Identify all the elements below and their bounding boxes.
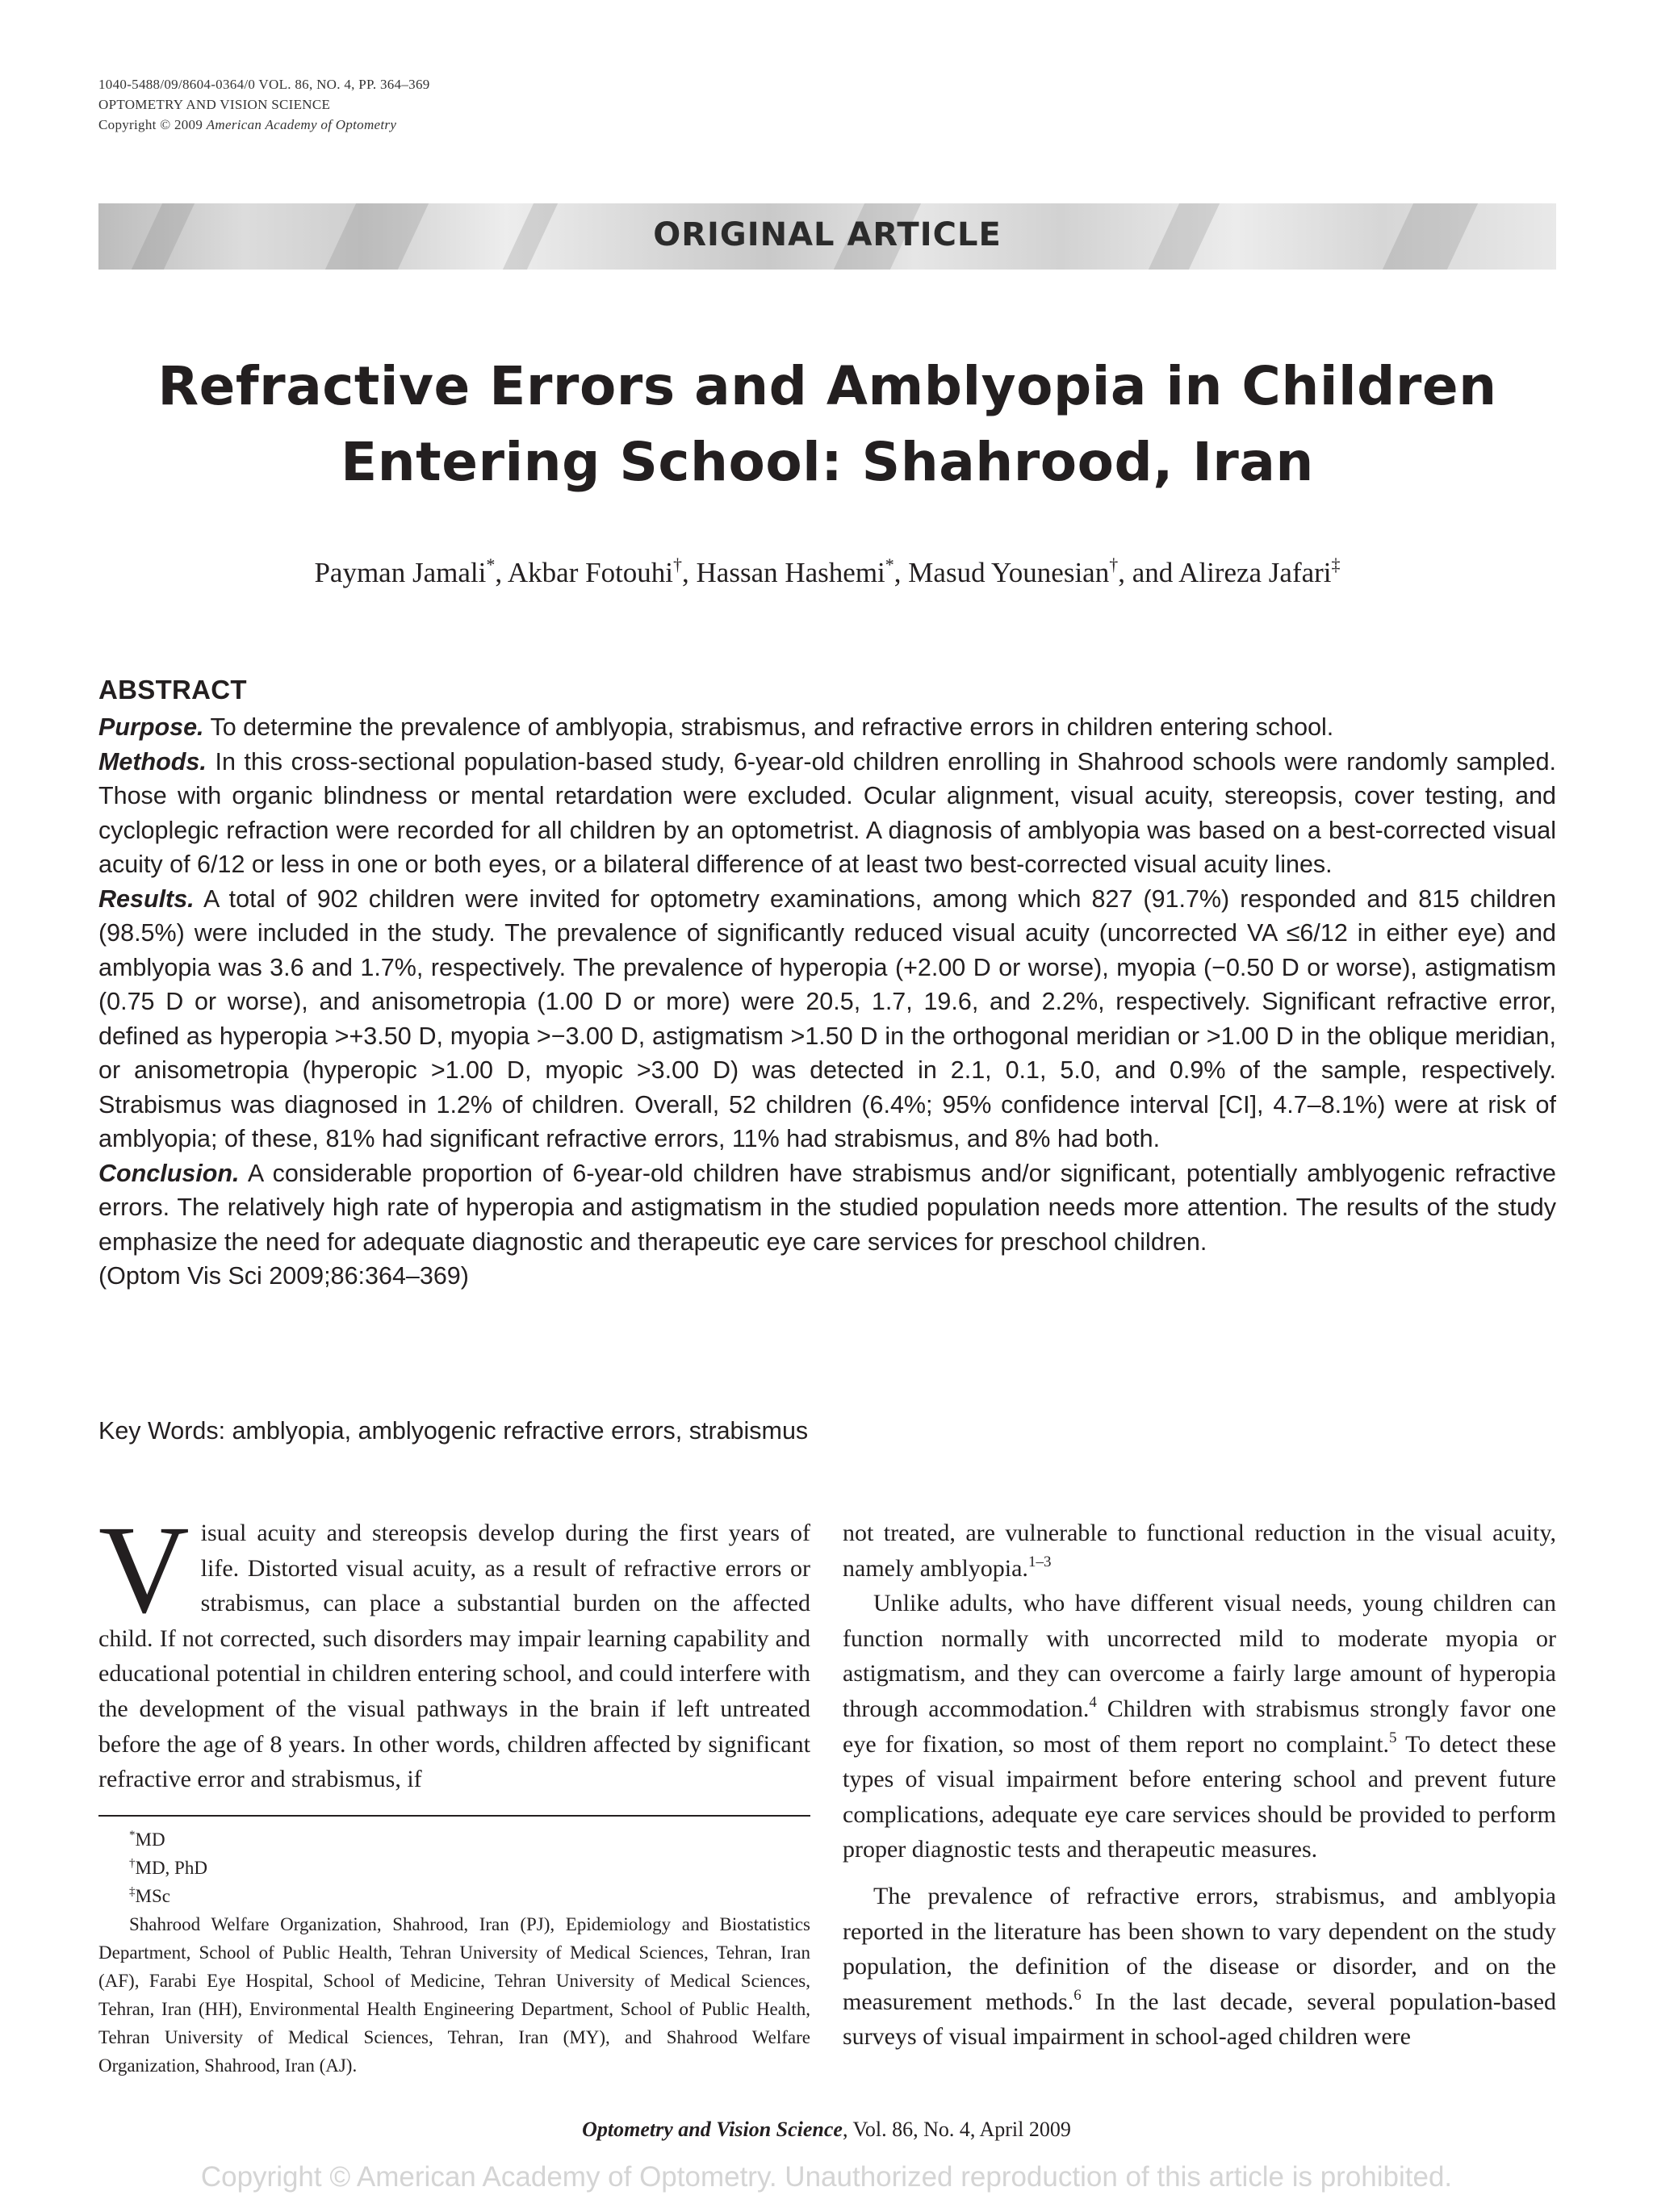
keywords: Key Words: amblyopia, amblyogenic refractive errors, strabismus (98, 1417, 809, 1445)
conclusion-label: Conclusion. (98, 1159, 240, 1187)
author-name: Masud Younesian (908, 557, 1110, 588)
results-text: A total of 902 children were invited for optometry examinations, among which 827 (91.7%) responded and 815 children (98.5%) were included in the study. The prevalence of significantly reduced visual acuity (uncorrected VA ≤6/12 in either eye) and amblyopia was 3.6 and 1.7%, respectively. The prevalence of hyperopia (+2.00 D or worse), myopia (−0.50 D or worse), astigmatism (0.75 D or worse), and anisometropia (1.00 D or more) were 20.5, 1.7, 19.6, and 2.2%, respectively. Significant refractive error, defined as hyperopia >+3.50 D, myopia >−3.00 D, astigmatism >1.50 D in the orthogonal meridian or >1.00 D in the oblique meridian, or anisometropia (hyperopic >1.00 D, myopic >3.00 D) was detected in 2.1, 0.1, 5.0, and 0.9% of the sample, respectively. Strabismus was diagnosed in 1.2% of children. Overall, 52 children (6.4%; 95% confidence interval [CI], 4.7–8.1%) were at risk of amblyopia; of these, 81% had significant refractive errors, 11% had strabismus, and 8% had both. (98, 884, 1557, 1152)
abstract-citation: (Optom Vis Sci 2009;86:364–369) (98, 1262, 469, 1290)
body-p3-text-b: In the last decade, several population-based surveys of visual impairment in school-aged children were (843, 1988, 1557, 2051)
body-paragraph-2 (843, 1586, 1556, 1867)
footer-issue: , Vol. 86, No. 4, April 2009 (842, 2118, 1071, 2141)
dropcap: V (98, 1499, 190, 1639)
abstract-conclusion (98, 1156, 1556, 1260)
footer-journal-name: Optometry and Vision Science (582, 2118, 843, 2141)
footnotes (98, 1825, 810, 2080)
abstract-body (98, 710, 1556, 1294)
conclusion-text: A considerable proportion of 6-year-old children have strabismus and/or significant, potentially amblyogenic refractive errors. The relatively high rate of hyperopia and astigmatism in the studied population needs more attention. The results of the study emphasize the need for adequate diagnostic and therapeutic eye care services for preschool children. (98, 1159, 1556, 1256)
affiliations: Shahrood Welfare Organization, Shahrood, Iran (PJ), Epidemiology and Biostatistics Department, School of Public Health, Tehran University of Medical Sciences, Tehran, Iran (AF), Farabi Eye Hospital, School of Medicine, Tehran University of Medical Sciences, Tehran, Iran (HH), Environmental Health Engineering Department, School of Public Health, Tehran University of Medical Sciences, Tehran, Iran (MY), and Shahrood Welfare Organization, Shahrood, Iran (AJ). (98, 1914, 810, 2076)
footnote-text: MD, PhD (135, 1858, 207, 1878)
footnote-mark: † (129, 1857, 136, 1870)
abstract-results (98, 882, 1556, 1156)
author-name: Alireza Jafari (1178, 557, 1332, 588)
banner-label: ORIGINAL ARTICLE (653, 216, 1002, 253)
intro-text: isual acuity and stereopsis develop during the first years of life. Distorted visual acuity, as a result of refractive errors or strabismus, can place a substantial burden on the affected child. If not corrected, such disorders may impair learning capability and educational potential in children entering school, and could interfere with the development of the visual pathways in the brain if left untreated before the age of 8 years. In other words, children affected by significant refractive error and strabismus, if (98, 1520, 810, 1793)
journal-header (98, 74, 430, 135)
author-affiliation-mark: * (885, 554, 894, 575)
footnote-divider (98, 1815, 810, 1817)
author-separator: , and (1118, 557, 1179, 588)
title-line-2: Entering School: Shahrood, Iran (341, 431, 1314, 493)
intro-paragraph (98, 1499, 810, 1797)
copyright-org: American Academy of Optometry (206, 117, 397, 132)
article-type-banner (98, 203, 1556, 270)
body-paragraph-3 (843, 1879, 1556, 2055)
author-affiliation-mark: † (673, 554, 683, 575)
copyright-prefix: Copyright © 2009 (98, 117, 207, 132)
footnote-md (98, 1825, 810, 1854)
footnote-text: MSc (135, 1886, 170, 1906)
reference-marker: 5 (1389, 1729, 1397, 1746)
author-separator: , (893, 557, 909, 588)
author-separator: , (495, 557, 508, 588)
abstract-heading: ABSTRACT (98, 675, 247, 705)
body-p2-text-b: Children with strabismus strongly favor one eye for fixation, so most of them report no complaint. (843, 1695, 1556, 1758)
purpose-text: To determine the prevalence of amblyopia, strabismus, and refractive errors in children entering school. (210, 713, 1334, 741)
header-copyright-line (98, 115, 430, 135)
body-column-left (98, 1499, 810, 1797)
header-journal-line: OPTOMETRY AND VISION SCIENCE (98, 97, 331, 112)
abstract-methods (98, 745, 1556, 882)
author-list (98, 555, 1556, 591)
methods-text: In this cross-sectional population-based study, 6-year-old children enrolling in Shahrood schools were randomly sampled. Those with organic blindness or mental retardation were excluded. Ocular alignment, visual acuity, stereopsis, cover testing, and cycloplegic refraction were recorded for all children by an optometrist. A diagnosis of amblyopia was based on a best-corrected visual acuity of 6/12 or less in one or both eyes, or a bilateral difference of at least two best-corrected visual acuity lines. (98, 747, 1557, 878)
header-volume-line: 1040-5488/09/8604-0364/0 VOL. 86, NO. 4, PP. 364–369 (98, 77, 430, 92)
body-p2-text-a: Unlike adults, who have different visual needs, young children can function normally with uncorrected mild to moderate myopia or astigmatism, and they can overcome a fairly large amount of hyperopia through accommodation. (843, 1590, 1556, 1722)
footnote-msc (98, 1882, 810, 1910)
footnote-mark: ‡ (129, 1885, 136, 1898)
reference-marker: 1–3 (1027, 1553, 1052, 1570)
author-name: Hassan Hashemi (696, 557, 885, 588)
body-p2-text-c: To detect these types of visual impairment before entering school and prevent future complications, adequate eye care services should be provided to perform proper diagnostic tests and therapeutic measures. (843, 1730, 1556, 1863)
title-line-1: Refractive Errors and Amblyopia in Children (157, 355, 1497, 417)
journal-footer (0, 2118, 1653, 2142)
abstract-purpose (98, 710, 1556, 745)
article-title (98, 349, 1556, 500)
body-p3-text-a: The prevalence of refractive errors, strabismus, and amblyopia reported in the literature has been shown to vary dependent on the study population, the definition of the disease or disorder, and on the measurement methods. (843, 1882, 1556, 2015)
author-affiliation-mark: † (1109, 554, 1119, 575)
methods-label: Methods. (98, 747, 207, 776)
purpose-label: Purpose. (98, 713, 204, 741)
author-affiliation-mark: * (486, 554, 496, 575)
reference-marker: 6 (1073, 1986, 1082, 2004)
body-paragraph-1 (843, 1516, 1556, 1586)
body-p1-text: not treated, are vulnerable to functional reduction in the visual acuity, namely amblyopia. (843, 1520, 1556, 1582)
footnote-text: MD (135, 1829, 165, 1850)
footnote-mark: * (129, 1829, 136, 1842)
footnote-md-phd (98, 1854, 810, 1882)
body-column-right (843, 1516, 1556, 2055)
author-separator: , (682, 557, 697, 588)
copyright-watermark: Copyright © American Academy of Optometry. Unauthorized reproduction of this article is prohibited. (200, 2161, 1453, 2193)
reference-marker: 4 (1089, 1693, 1097, 1711)
results-label: Results. (98, 884, 195, 913)
author-affiliation-mark: ‡ (1331, 554, 1341, 575)
author-name: Payman Jamali (314, 557, 487, 588)
author-name: Akbar Fotouhi (507, 557, 674, 588)
